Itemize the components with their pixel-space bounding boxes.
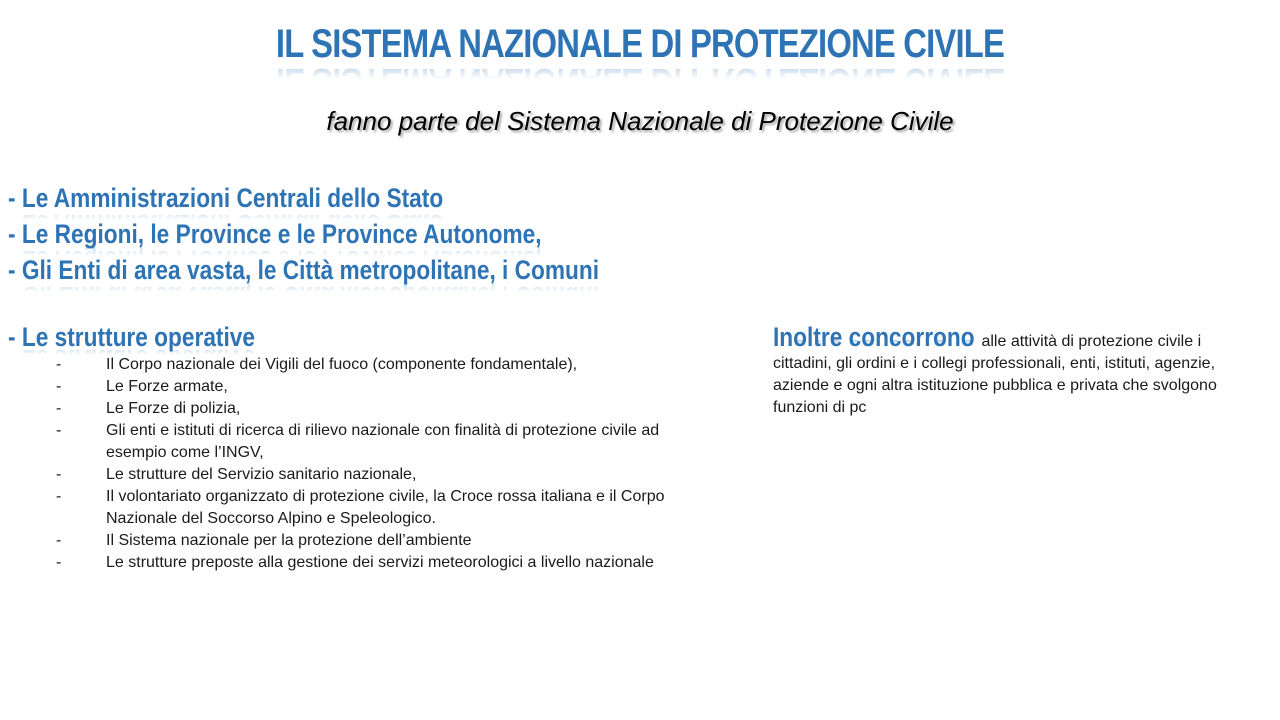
operative-item: - Le strutture preposte alla gestione dei servizi meteorologici a livello nazionale	[56, 552, 676, 574]
slide-subtitle: fanno parte del Sistema Nazionale di Protezione Civile	[326, 106, 954, 136]
additional-participants-text	[773, 322, 1243, 419]
dash-bullet: -	[56, 400, 62, 417]
additional-participants-body: alle attività di protezione civile i cittadini, gli ordini e i collegi professionali, enti, istituti, agenzie, aziende e ogni altra istituzione pubblica e privata che svolgono funzioni di pc	[773, 333, 1217, 416]
operative-item: - Le Forze di polizia,	[56, 398, 676, 420]
operative-item: - Il volontariato organizzato di protezione civile, la Croce rossa italiana e il Corpo Nazionale del Soccorso Alpino e Speleologico.	[56, 488, 665, 527]
dash-bullet: -	[56, 356, 62, 373]
dash-bullet: -	[56, 378, 62, 395]
operative-structures-list	[56, 354, 676, 574]
main-member-item: - Gli Enti di area vasta, le Città metropolitane, i Comuni	[8, 255, 600, 285]
operative-item: - Il Corpo nazionale dei Vigili del fuoco (componente fondamentale),	[56, 354, 676, 376]
main-member-item: - Le Amministrazioni Centrali dello Stato	[8, 183, 444, 213]
operative-item: - Il Sistema nazionale per la protezione dell’ambiente	[56, 530, 676, 552]
slide-title: IL SISTEMA NAZIONALE DI PROTEZIONE CIVILE	[275, 22, 1005, 66]
main-member-item: - Le Regioni, le Province e le Province Autonome,	[8, 219, 542, 249]
additional-participants-lead: Inoltre concorrono	[773, 322, 975, 352]
dash-bullet: -	[56, 466, 62, 483]
operative-item: - Le strutture del Servizio sanitario nazionale,	[56, 464, 676, 486]
dash-bullet: -	[56, 554, 62, 571]
dash-bullet: -	[56, 532, 62, 549]
main-members-list	[8, 180, 712, 288]
dash-bullet: -	[56, 422, 62, 439]
operative-structures-heading: - Le strutture operative	[8, 322, 256, 352]
operative-item: - Gli enti e istituti di ricerca di rilievo nazionale con finalità di protezione civile ad esempio come l’INGV,	[56, 422, 660, 461]
operative-item: - Le Forze armate,	[56, 376, 676, 398]
dash-bullet: -	[56, 488, 62, 505]
